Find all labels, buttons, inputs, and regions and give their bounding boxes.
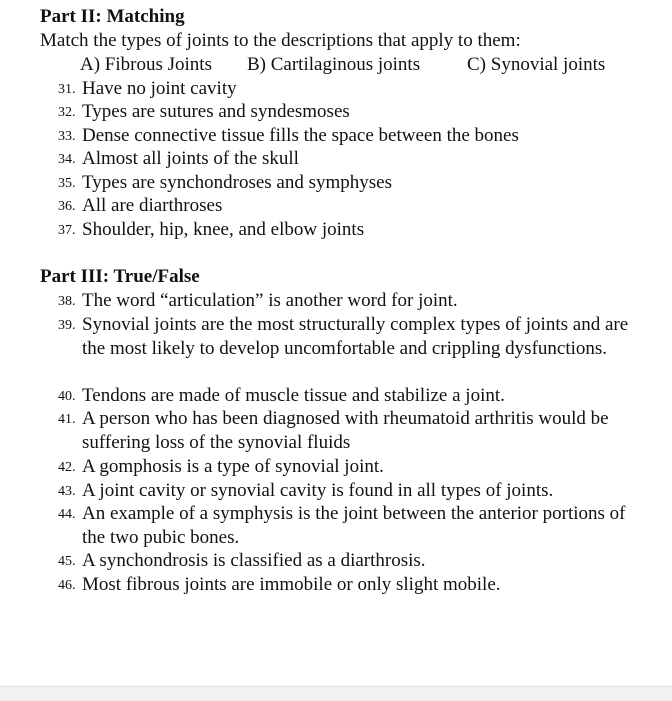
item-number: 44. xyxy=(58,507,76,522)
item-number: 37. xyxy=(58,223,76,238)
item-number: 33. xyxy=(58,129,76,144)
bottom-divider xyxy=(0,686,672,701)
part2-title: Part II: Matching xyxy=(40,6,185,27)
item-number: 38. xyxy=(58,294,76,309)
part3-title: Part III: True/False xyxy=(40,266,200,287)
item-text: Almost all joints of the skull xyxy=(82,148,299,169)
choice-b: B) Cartilaginous joints xyxy=(247,54,421,75)
choice-a: A) Fibrous Joints xyxy=(80,54,212,75)
item-text: The word “articulation” is another word for joint. xyxy=(82,290,458,311)
choice-c: C) Synovial joints xyxy=(467,54,606,75)
joint-choices xyxy=(80,53,640,76)
matching-item xyxy=(58,171,638,195)
item-number: 45. xyxy=(58,554,76,569)
true-false-item xyxy=(58,313,638,360)
matching-item xyxy=(58,218,638,242)
true-false-item xyxy=(58,289,638,313)
item-text: Shoulder, hip, knee, and elbow joints xyxy=(82,219,365,240)
item-text: Have no joint cavity xyxy=(82,78,237,99)
true-false-item xyxy=(58,407,638,454)
matching-item xyxy=(58,100,638,124)
matching-item xyxy=(58,77,638,101)
item-text: All are diarthroses xyxy=(82,195,223,216)
true-false-item xyxy=(58,573,638,597)
item-number: 34. xyxy=(58,152,76,167)
item-number: 40. xyxy=(58,389,76,404)
item-text: A synchondrosis is classified as a diarthrosis. xyxy=(82,550,426,571)
item-text: A joint cavity or synovial cavity is found in all types of joints. xyxy=(82,480,554,501)
matching-item xyxy=(58,124,638,148)
item-number: 42. xyxy=(58,460,76,475)
true-false-item xyxy=(58,502,638,549)
item-number: 32. xyxy=(58,105,76,120)
item-number: 43. xyxy=(58,484,76,499)
item-number: 39. xyxy=(58,318,76,333)
item-text: Types are synchondroses and symphyses xyxy=(82,172,393,193)
matching-item xyxy=(58,194,638,218)
item-number: 36. xyxy=(58,199,76,214)
item-text: Types are sutures and syndesmoses xyxy=(82,101,350,122)
item-number: 46. xyxy=(58,578,76,593)
part2-instructions: Match the types of joints to the descriptions that apply to them: xyxy=(40,30,521,51)
item-number: 31. xyxy=(58,82,76,97)
item-text: Synovial joints are the most structurally complex types of joints and are the most likely to develop uncomfortable and crippling dysfunctions. xyxy=(82,314,629,359)
true-false-item xyxy=(58,384,638,408)
item-text: A person who has been diagnosed with rheumatoid arthritis would be suffering loss of the synovial fluids xyxy=(82,408,609,453)
matching-item xyxy=(58,147,638,171)
item-number: 41. xyxy=(58,412,76,427)
item-text: Dense connective tissue fills the space between the bones xyxy=(82,125,519,146)
item-text: Tendons are made of muscle tissue and stabilize a joint. xyxy=(82,385,505,406)
item-text: A gomphosis is a type of synovial joint. xyxy=(82,456,384,477)
true-false-item xyxy=(58,455,638,479)
item-text: Most fibrous joints are immobile or only slight mobile. xyxy=(82,574,501,595)
item-text: An example of a symphysis is the joint between the anterior portions of the two pubic bones. xyxy=(82,503,626,548)
item-number: 35. xyxy=(58,176,76,191)
true-false-item xyxy=(58,479,638,503)
true-false-item xyxy=(58,549,638,573)
